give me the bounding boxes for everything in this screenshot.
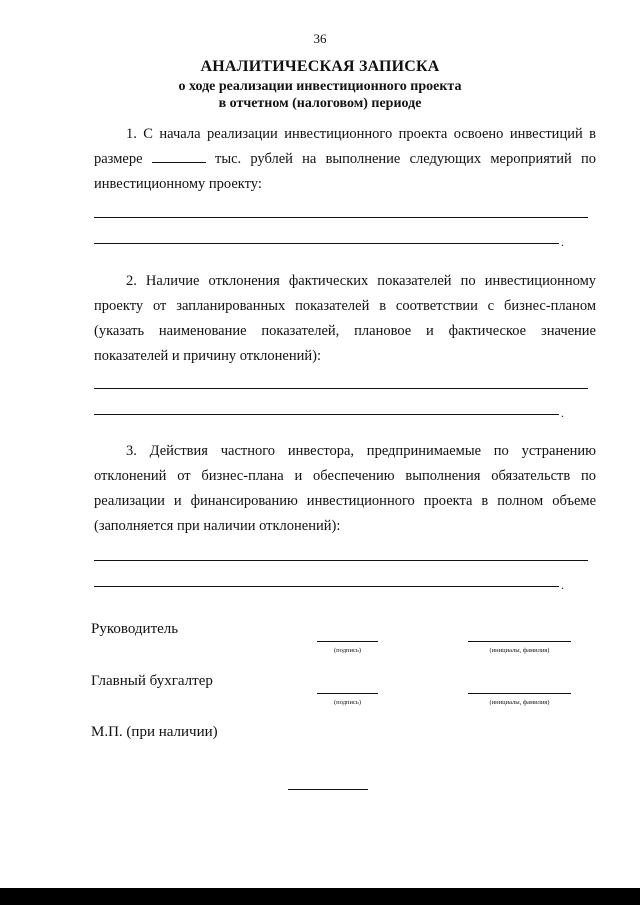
page-number: 36 bbox=[313, 31, 327, 46]
amount-blank-field[interactable] bbox=[152, 150, 206, 163]
accountant-label: Главный бухгалтер bbox=[91, 673, 213, 689]
section-3-text: 3. Действия частного инвестора, предпринимаемые по устранению отклонений от бизнес-плана и обеспечению выполнения обязательств по реализации и финансированию инвестиционного проекта в полном объеме (заполняется при наличии отклонений): bbox=[94, 443, 596, 534]
document-subtitle-line-1: о ходе реализации инвестиционного проекта bbox=[178, 79, 462, 94]
head-signature-caption: (подпись) bbox=[334, 647, 361, 654]
section-1-text-end: тыс. рублей на выполнение следующих мероприятий по инвестиционному проекту: bbox=[94, 151, 597, 192]
section-1-paragraph bbox=[94, 122, 596, 197]
document-title: АНАЛИТИЧЕСКАЯ ЗАПИСКА bbox=[200, 58, 440, 75]
section-3-fill-line-2[interactable] bbox=[94, 586, 559, 587]
stamp-label: М.П. (при наличии) bbox=[91, 724, 218, 740]
section-2-fill-line-1[interactable] bbox=[94, 388, 588, 389]
section-2-paragraph bbox=[94, 269, 596, 369]
section-1-fill-line-1[interactable] bbox=[94, 217, 588, 218]
section-2-text: 2. Наличие отклонения фактических показателей по инвестиционному проекту от запланированных показателей в соответствии с бизнес-планом (указать наименование показателей, плановое и фактическое значение показателей и причину отклонений): bbox=[94, 273, 596, 364]
section-2-line-end-mark: . bbox=[561, 406, 564, 420]
head-name-line[interactable] bbox=[468, 641, 571, 642]
section-1-line-end-mark: . bbox=[561, 235, 564, 249]
accountant-signature-caption: (подпись) bbox=[334, 699, 361, 706]
accountant-signature-line[interactable] bbox=[317, 693, 378, 694]
section-3-paragraph bbox=[94, 439, 596, 539]
head-name-caption: (инициалы, фамилия) bbox=[489, 647, 550, 654]
accountant-name-line[interactable] bbox=[468, 693, 571, 694]
scan-edge-bar bbox=[0, 888, 640, 905]
section-3-fill-line-1[interactable] bbox=[94, 560, 588, 561]
section-1-text-start: 1. С начала реализации инвестиционного проекта освоено инвестиций в размере bbox=[94, 126, 596, 167]
head-label: Руководитель bbox=[91, 621, 179, 637]
accountant-name-caption: (инициалы, фамилия) bbox=[489, 699, 550, 706]
stamp-line[interactable] bbox=[288, 789, 368, 790]
section-2-fill-line-2[interactable] bbox=[94, 414, 559, 415]
head-signature-line[interactable] bbox=[317, 641, 378, 642]
section-3-line-end-mark: . bbox=[561, 578, 564, 592]
section-1-fill-line-2[interactable] bbox=[94, 243, 559, 244]
document-subtitle-line-2: в отчетном (налоговом) периоде bbox=[218, 96, 422, 111]
